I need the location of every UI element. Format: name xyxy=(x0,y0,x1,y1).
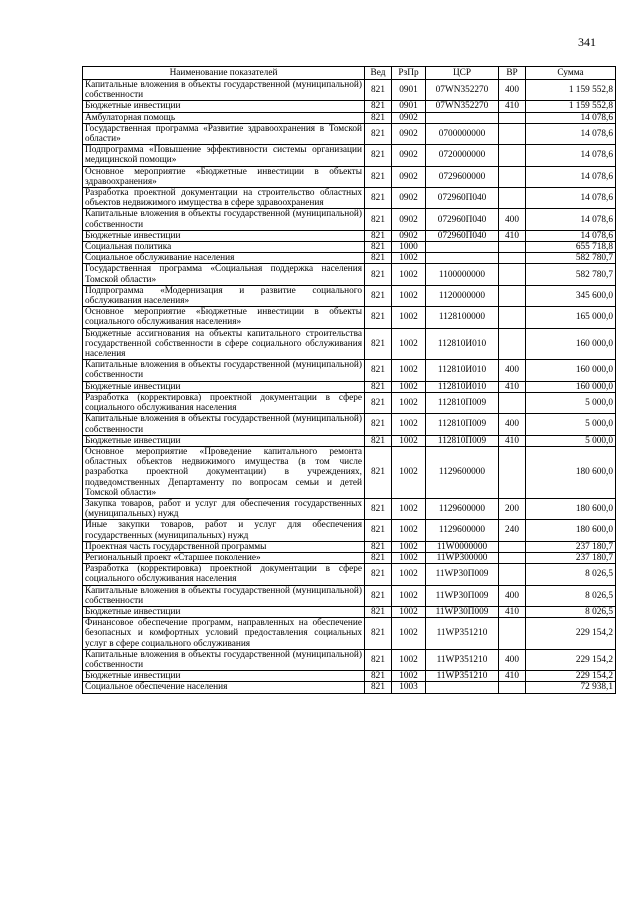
cell-name: Амбулаторная помощь xyxy=(83,112,365,123)
cell-ved: 821 xyxy=(365,145,392,166)
cell-sum: 180 600,0 xyxy=(526,498,616,519)
cell-name: Социальное обеспечение населения xyxy=(83,682,365,693)
cell-name: Капитальные вложения в объекты государственной (муниципальной) собственности xyxy=(83,360,365,381)
cell-ved: 821 xyxy=(365,414,392,435)
cell-rzpr: 0902 xyxy=(392,123,426,144)
cell-sum: 14 078,6 xyxy=(526,209,616,230)
cell-sum: 14 078,6 xyxy=(526,123,616,144)
cell-csr xyxy=(426,682,499,693)
header-vr: ВР xyxy=(499,67,526,80)
cell-ved: 821 xyxy=(365,360,392,381)
cell-name: Разработка (корректировка) проектной документации в сфере социального обслуживания населения xyxy=(83,564,365,585)
cell-name: Бюджетные инвестиции xyxy=(83,101,365,112)
cell-csr: 112810П009 xyxy=(426,435,499,446)
cell-name: Основное мероприятие «Проведение капитального ремонта областных объектов недвижимого имущества (в том числе разработка проектной документации) в учреждениях, подведомственных Департаменту по вопросам семьи и детей Томской области» xyxy=(83,446,365,498)
table-row xyxy=(83,618,616,650)
cell-vr: 410 xyxy=(499,606,526,617)
cell-vr xyxy=(499,264,526,285)
cell-vr xyxy=(499,285,526,306)
cell-csr: 112810И010 xyxy=(426,360,499,381)
cell-sum: 8 026,5 xyxy=(526,564,616,585)
cell-sum: 160 000,0 xyxy=(526,360,616,381)
cell-sum: 237 180,7 xyxy=(526,541,616,552)
table-row xyxy=(83,307,616,328)
cell-csr: 1100000000 xyxy=(426,264,499,285)
cell-csr: 11WP30П009 xyxy=(426,564,499,585)
cell-vr xyxy=(499,166,526,187)
cell-sum: 160 000,0 xyxy=(526,381,616,392)
table-row xyxy=(83,328,616,360)
cell-ved: 821 xyxy=(365,112,392,123)
cell-rzpr: 1002 xyxy=(392,446,426,498)
table-row xyxy=(83,606,616,617)
table-row xyxy=(83,123,616,144)
cell-vr: 410 xyxy=(499,671,526,682)
cell-sum: 582 780,7 xyxy=(526,253,616,264)
table-body xyxy=(83,80,616,694)
cell-sum: 237 180,7 xyxy=(526,552,616,563)
cell-csr: 1120000000 xyxy=(426,285,499,306)
table-row xyxy=(83,80,616,101)
cell-vr xyxy=(499,618,526,650)
cell-name: Бюджетные ассигнования на объекты капитального строительства государственной собственности в сфере социального обслуживания населения xyxy=(83,328,365,360)
cell-name: Капитальные вложения в объекты государственной (муниципальной) собственности xyxy=(83,649,365,670)
cell-vr xyxy=(499,253,526,264)
cell-ved: 821 xyxy=(365,671,392,682)
table-row xyxy=(83,414,616,435)
cell-name: Капитальные вложения в объекты государственной (муниципальной) собственности xyxy=(83,585,365,606)
cell-rzpr: 0902 xyxy=(392,145,426,166)
cell-csr: 11WP351210 xyxy=(426,618,499,650)
cell-sum: 14 078,6 xyxy=(526,145,616,166)
cell-name: Проектная часть государственной программы xyxy=(83,541,365,552)
table-row xyxy=(83,166,616,187)
header-row xyxy=(83,67,616,80)
page-number: 341 xyxy=(578,35,596,49)
cell-rzpr: 1002 xyxy=(392,585,426,606)
cell-ved: 821 xyxy=(365,242,392,253)
cell-sum: 72 938,1 xyxy=(526,682,616,693)
cell-name: Разработка проектной документации на строительство областных объектов недвижимого имущества в сфере здравоохранения xyxy=(83,188,365,209)
cell-rzpr: 1002 xyxy=(392,264,426,285)
cell-vr: 410 xyxy=(499,101,526,112)
cell-ved: 821 xyxy=(365,649,392,670)
cell-vr: 400 xyxy=(499,414,526,435)
budget-table xyxy=(82,66,616,694)
cell-sum: 229 154,2 xyxy=(526,649,616,670)
table-row xyxy=(83,112,616,123)
cell-ved: 821 xyxy=(365,328,392,360)
cell-rzpr: 1002 xyxy=(392,307,426,328)
cell-sum: 180 600,0 xyxy=(526,520,616,541)
cell-sum: 5 000,0 xyxy=(526,392,616,413)
table-row xyxy=(83,381,616,392)
cell-rzpr: 1002 xyxy=(392,541,426,552)
cell-rzpr: 1003 xyxy=(392,682,426,693)
table-row xyxy=(83,360,616,381)
cell-csr: 11W0000000 xyxy=(426,541,499,552)
cell-ved: 821 xyxy=(365,285,392,306)
cell-rzpr: 0902 xyxy=(392,230,426,241)
cell-ved: 821 xyxy=(365,80,392,101)
table-row xyxy=(83,188,616,209)
cell-name: Бюджетные инвестиции xyxy=(83,671,365,682)
cell-vr: 400 xyxy=(499,209,526,230)
cell-rzpr: 1002 xyxy=(392,392,426,413)
table-header xyxy=(83,67,616,80)
cell-sum: 229 154,2 xyxy=(526,618,616,650)
cell-ved: 821 xyxy=(365,552,392,563)
cell-rzpr: 1002 xyxy=(392,520,426,541)
cell-ved: 821 xyxy=(365,618,392,650)
cell-rzpr: 0901 xyxy=(392,101,426,112)
cell-ved: 821 xyxy=(365,520,392,541)
cell-csr: 072960П040 xyxy=(426,209,499,230)
cell-name: Финансовое обеспечение программ, направленных на обеспечение безопасных и комфортных условий предоставления социальных услуг в сфере социального обслуживания xyxy=(83,618,365,650)
cell-rzpr: 1002 xyxy=(392,285,426,306)
cell-vr xyxy=(499,682,526,693)
cell-rzpr: 1002 xyxy=(392,498,426,519)
cell-csr: 072960П040 xyxy=(426,188,499,209)
cell-csr: 07WN352270 xyxy=(426,80,499,101)
cell-ved: 821 xyxy=(365,123,392,144)
table-row xyxy=(83,242,616,253)
cell-name: Социальная политика xyxy=(83,242,365,253)
cell-rzpr: 1002 xyxy=(392,435,426,446)
cell-sum: 14 078,6 xyxy=(526,230,616,241)
cell-csr: 11WP351210 xyxy=(426,671,499,682)
table-row xyxy=(83,101,616,112)
cell-csr: 0720000000 xyxy=(426,145,499,166)
table-row xyxy=(83,649,616,670)
cell-name: Разработка (корректировка) проектной документации в сфере социального обслуживания населения xyxy=(83,392,365,413)
cell-rzpr: 1002 xyxy=(392,649,426,670)
cell-rzpr: 1002 xyxy=(392,564,426,585)
cell-vr xyxy=(499,242,526,253)
cell-csr xyxy=(426,242,499,253)
cell-name: Социальное обслуживание населения xyxy=(83,253,365,264)
cell-vr xyxy=(499,188,526,209)
cell-ved: 821 xyxy=(365,564,392,585)
cell-csr: 0729600000 xyxy=(426,166,499,187)
cell-rzpr: 1002 xyxy=(392,253,426,264)
cell-rzpr: 1002 xyxy=(392,328,426,360)
cell-vr xyxy=(499,446,526,498)
cell-rzpr: 1002 xyxy=(392,360,426,381)
cell-ved: 821 xyxy=(365,230,392,241)
cell-ved: 821 xyxy=(365,435,392,446)
cell-ved: 821 xyxy=(365,253,392,264)
cell-rzpr: 1000 xyxy=(392,242,426,253)
cell-rzpr: 0902 xyxy=(392,209,426,230)
cell-vr xyxy=(499,564,526,585)
cell-sum: 8 026,5 xyxy=(526,585,616,606)
cell-sum: 8 026,5 xyxy=(526,606,616,617)
table-row xyxy=(83,209,616,230)
cell-name: Бюджетные инвестиции xyxy=(83,435,365,446)
cell-csr: 0700000000 xyxy=(426,123,499,144)
cell-csr: 07WN352270 xyxy=(426,101,499,112)
cell-rzpr: 0902 xyxy=(392,166,426,187)
cell-sum: 229 154,2 xyxy=(526,671,616,682)
cell-ved: 821 xyxy=(365,606,392,617)
cell-ved: 821 xyxy=(365,585,392,606)
cell-name: Основное мероприятие «Бюджетные инвестиции в объекты здравоохранения» xyxy=(83,166,365,187)
cell-sum: 345 600,0 xyxy=(526,285,616,306)
cell-name: Капитальные вложения в объекты государственной (муниципальной) собственности xyxy=(83,209,365,230)
table-row xyxy=(83,446,616,498)
cell-csr: 112810И010 xyxy=(426,328,499,360)
cell-csr: 1129600000 xyxy=(426,498,499,519)
cell-name: Государственная программа «Развитие здравоохранения в Томской области» xyxy=(83,123,365,144)
cell-name: Бюджетные инвестиции xyxy=(83,606,365,617)
header-name: Наименование показателей xyxy=(83,67,365,80)
cell-ved: 821 xyxy=(365,498,392,519)
cell-name: Государственная программа «Социальная поддержка населения Томской области» xyxy=(83,264,365,285)
cell-sum: 180 600,0 xyxy=(526,446,616,498)
cell-rzpr: 0902 xyxy=(392,188,426,209)
cell-ved: 821 xyxy=(365,682,392,693)
cell-name: Бюджетные инвестиции xyxy=(83,230,365,241)
cell-vr: 410 xyxy=(499,435,526,446)
cell-sum: 582 780,7 xyxy=(526,264,616,285)
cell-vr xyxy=(499,392,526,413)
table-row xyxy=(83,671,616,682)
cell-rzpr: 1002 xyxy=(392,381,426,392)
cell-vr: 200 xyxy=(499,498,526,519)
table-row xyxy=(83,230,616,241)
cell-vr xyxy=(499,541,526,552)
cell-rzpr: 1002 xyxy=(392,618,426,650)
cell-csr: 112810И010 xyxy=(426,381,499,392)
header-ved: Вед xyxy=(365,67,392,80)
cell-sum: 1 159 552,8 xyxy=(526,101,616,112)
cell-ved: 821 xyxy=(365,188,392,209)
cell-csr: 1128100000 xyxy=(426,307,499,328)
cell-sum: 1 159 552,8 xyxy=(526,80,616,101)
cell-csr: 112810П009 xyxy=(426,392,499,413)
table-row xyxy=(83,541,616,552)
table-row xyxy=(83,435,616,446)
table-row xyxy=(83,498,616,519)
cell-ved: 821 xyxy=(365,307,392,328)
table-row xyxy=(83,264,616,285)
cell-ved: 821 xyxy=(365,166,392,187)
table-row xyxy=(83,585,616,606)
cell-rzpr: 1002 xyxy=(392,606,426,617)
cell-csr: 11WP351210 xyxy=(426,649,499,670)
cell-vr: 400 xyxy=(499,585,526,606)
cell-ved: 821 xyxy=(365,446,392,498)
cell-csr: 072960П040 xyxy=(426,230,499,241)
cell-name: Основное мероприятие «Бюджетные инвестиции в объекты социального обслуживания населения» xyxy=(83,307,365,328)
cell-vr: 400 xyxy=(499,360,526,381)
cell-vr: 410 xyxy=(499,230,526,241)
cell-rzpr: 0902 xyxy=(392,112,426,123)
table-row xyxy=(83,552,616,563)
table-row xyxy=(83,564,616,585)
cell-vr: 410 xyxy=(499,381,526,392)
table-row xyxy=(83,253,616,264)
cell-rzpr: 1002 xyxy=(392,552,426,563)
cell-vr xyxy=(499,145,526,166)
table-row xyxy=(83,682,616,693)
cell-vr: 400 xyxy=(499,80,526,101)
cell-sum: 5 000,0 xyxy=(526,414,616,435)
cell-name: Бюджетные инвестиции xyxy=(83,381,365,392)
cell-vr xyxy=(499,112,526,123)
table-row xyxy=(83,392,616,413)
cell-name: Региональный проект «Старшее поколение» xyxy=(83,552,365,563)
cell-name: Капитальные вложения в объекты государственной (муниципальной) собственности xyxy=(83,414,365,435)
cell-ved: 821 xyxy=(365,392,392,413)
cell-csr: 11WP30П009 xyxy=(426,606,499,617)
cell-name: Капитальные вложения в объекты государственной (муниципальной) собственности xyxy=(83,80,365,101)
cell-ved: 821 xyxy=(365,541,392,552)
cell-csr xyxy=(426,253,499,264)
cell-csr: 1129600000 xyxy=(426,520,499,541)
cell-sum: 655 718,8 xyxy=(526,242,616,253)
cell-sum: 160 000,0 xyxy=(526,328,616,360)
cell-ved: 821 xyxy=(365,381,392,392)
cell-name: Подпрограмма «Повышение эффективности системы организации медицинской помощи» xyxy=(83,145,365,166)
cell-vr xyxy=(499,552,526,563)
table-row xyxy=(83,145,616,166)
table-row xyxy=(83,520,616,541)
cell-sum: 14 078,6 xyxy=(526,188,616,209)
cell-csr: 11WP300000 xyxy=(426,552,499,563)
cell-sum: 165 000,0 xyxy=(526,307,616,328)
table-row xyxy=(83,285,616,306)
cell-vr xyxy=(499,328,526,360)
cell-sum: 14 078,6 xyxy=(526,166,616,187)
header-sum: Сумма xyxy=(526,67,616,80)
cell-name: Подпрограмма «Модернизация и развитие социального обслуживания населения» xyxy=(83,285,365,306)
cell-name: Закупка товаров, работ и услуг для обеспечения государственных (муниципальных) нужд xyxy=(83,498,365,519)
cell-rzpr: 0901 xyxy=(392,80,426,101)
cell-vr xyxy=(499,123,526,144)
header-csr: ЦСР xyxy=(426,67,499,80)
header-rzpr: РзПр xyxy=(392,67,426,80)
cell-sum: 14 078,6 xyxy=(526,112,616,123)
cell-vr: 400 xyxy=(499,649,526,670)
cell-rzpr: 1002 xyxy=(392,671,426,682)
cell-sum: 5 000,0 xyxy=(526,435,616,446)
cell-rzpr: 1002 xyxy=(392,414,426,435)
cell-ved: 821 xyxy=(365,101,392,112)
cell-ved: 821 xyxy=(365,264,392,285)
cell-vr xyxy=(499,307,526,328)
cell-csr: 11WP30П009 xyxy=(426,585,499,606)
cell-csr: 1129600000 xyxy=(426,446,499,498)
cell-csr: 112810П009 xyxy=(426,414,499,435)
cell-vr: 240 xyxy=(499,520,526,541)
cell-csr xyxy=(426,112,499,123)
cell-name: Иные закупки товаров, работ и услуг для обеспечения государственных (муниципальных) нужд xyxy=(83,520,365,541)
cell-ved: 821 xyxy=(365,209,392,230)
